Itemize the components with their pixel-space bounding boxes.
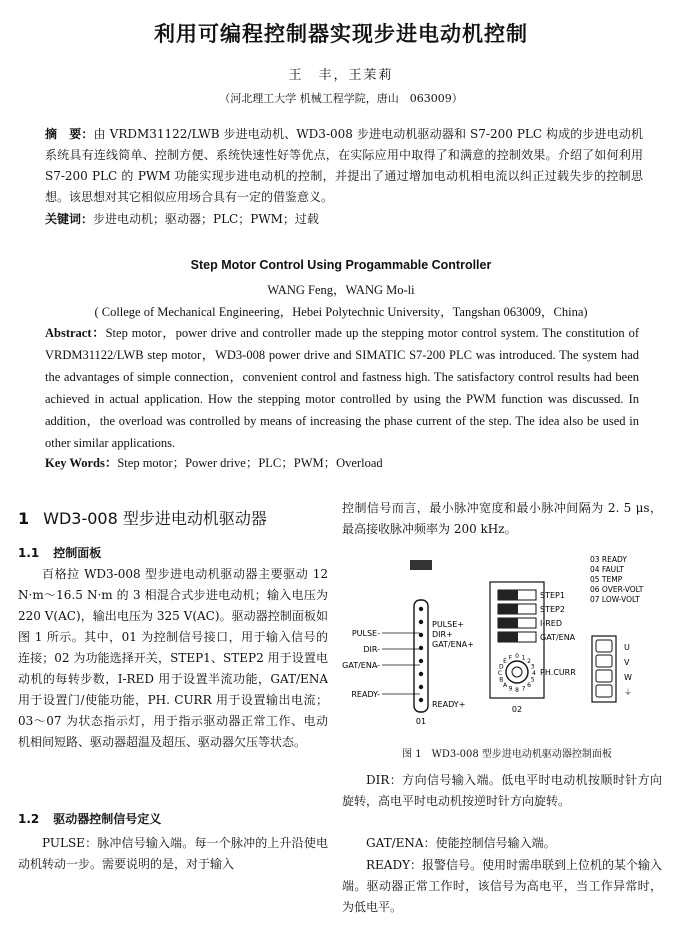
section-1-1-heading <box>18 544 101 561</box>
connector-number: 01 <box>415 717 427 726</box>
ready-text: READY：报警信号。使用时需串联到上位机的某个输入端。驱动器正常工作时，该信号为高电平，当工作异常时，为低电平。 <box>342 858 663 914</box>
dial-digit: A <box>502 682 508 689</box>
status-leds <box>590 555 644 604</box>
section-1-2-title: 驱动器控制信号定义 <box>53 812 162 826</box>
dial-digit: D <box>498 663 504 671</box>
dial-digit: 9 <box>508 685 513 693</box>
dial-digit: 4 <box>532 670 536 677</box>
dial-digit: 0 <box>515 653 519 660</box>
current-dial <box>506 661 528 683</box>
affiliation: （河北理工大学 机械工程学院，唐山 063009） <box>219 92 463 105</box>
terminal-w: W <box>624 673 632 682</box>
connector-pin <box>419 633 423 637</box>
section-1-1-title: 控制面板 <box>53 546 102 560</box>
keywords-en <box>45 453 639 471</box>
label-dir-minus: DIR- <box>363 645 380 654</box>
dial-digit: 6 <box>527 682 531 689</box>
connector-pin <box>419 646 423 650</box>
abstract-en <box>45 322 639 454</box>
dial-digit: 1 <box>521 654 526 662</box>
section-1-number: 1 <box>18 509 30 528</box>
authors: 王 丰，王茉莉 <box>288 68 394 83</box>
dial-digit: C <box>497 670 503 677</box>
terminal-u: U <box>624 643 630 652</box>
section-1-1-text: 百格拉 WD3-008 型步进电动机驱动器主要驱动 12 N·m～16.5 N·m 的 3 相混合式步进电动机；输入电压为 220 V(AC)，输出电压为 325 V(AC)。驱动器控制面板如图 1 所示。其中，01 为控制信号接口，用于输入信号的连接；02 为功能选择开关，STEP1、STEP2 用于设置电动机的每转步数，I-RED 用于设置半流功能，GAT/ENA 用于设置门/使能功能，PH. CURR 用于设置输出电流；03～07 为状态指示灯，用于指示驱动器正常工作、电动机相间短路、驱动器超温及超压、驱动器欠压等状态。 <box>18 567 328 749</box>
label-step2: STEP2 <box>540 605 565 614</box>
keywords-en-text: Step motor；Power drive；PLC；PWM；Overload <box>117 456 383 470</box>
figure-1-panel <box>342 544 672 744</box>
dial-digit: 5 <box>530 676 535 684</box>
label-ready-plus: READY+ <box>432 700 466 709</box>
connector-pin <box>419 659 423 663</box>
section-1-1-number: 1.1 <box>18 546 40 560</box>
switch-number: 02 <box>511 705 523 714</box>
abstract-en-text: Step motor，power drive and controller made up the stepping motor control system. The constitution of VRDM31122/LWB step motor，WD3-008 power drive and SIMATIC S7-200 PLC was introduced. The system had the advantages of simple connection，convenient control and fastness high. The satisfactory control results had been achieved in actual application. How the stepping motor controlled by using the PWM function was discussed. In addition，the overload was controlled by means of increasing the phase current of the step. The idea also be used in other similar applications. <box>45 326 639 450</box>
connector-pin <box>419 672 423 676</box>
dial-digit: 7 <box>521 685 526 693</box>
dial-digit: 2 <box>527 658 531 665</box>
label-gat-ena-plus: GAT/ENA+ <box>432 640 474 649</box>
abstract-cn-label: 摘 要： <box>45 127 94 141</box>
led-04: 04 FAULT <box>590 565 624 574</box>
function-switch-02 <box>490 582 576 714</box>
ground-icon: ⏚ <box>624 688 632 697</box>
section-1-2-number: 1.2 <box>18 812 40 826</box>
abstract-en-label: Abstract： <box>45 326 106 340</box>
connector-pin <box>419 698 423 702</box>
abstract-cn <box>45 124 643 208</box>
gat-text: GAT/ENA：使能控制信号输入端。 <box>366 836 556 850</box>
figure-1-caption: 图 1 WD3-008 型步进电动机驱动器控制面板 <box>402 749 612 760</box>
english-title: Step Motor Control Using Progammable Controller <box>190 258 492 272</box>
led-07: 07 LOW-VOLT <box>590 595 640 604</box>
dial-digit: E <box>503 658 507 665</box>
keywords-cn <box>45 210 643 227</box>
label-gat-ena-minus: GAT/ENA- <box>342 661 380 670</box>
section-1-heading <box>18 506 267 529</box>
connector-pin <box>419 620 423 624</box>
pulse-text: PULSE：脉冲信号输入端。每一个脉冲的上升沿使电动机转动一步。需要说明的是，对于输入 <box>18 836 328 871</box>
label-dir-plus: DIR+ <box>432 630 453 639</box>
label-pulse-plus: PULSE+ <box>432 620 464 629</box>
label-i-red: I-RED <box>540 619 563 628</box>
dial-digit: F <box>508 654 513 662</box>
paper-title: 利用可编程控制器实现步进电动机控制 <box>154 22 528 46</box>
dial-digit: B <box>499 676 504 684</box>
connector-pin <box>419 607 423 611</box>
dir-text: DIR：方向信号输入端。低电平时电动机按顺时针方向旋转，高电平时电动机按逆时针方向旋转。 <box>342 773 662 808</box>
section-1-title: WD3-008 型步进电动机驱动器 <box>43 509 267 528</box>
english-authors: WANG Feng，WANG Mo-li <box>267 283 415 297</box>
led-05: 05 TEMP <box>590 575 623 584</box>
dial-digit: 3 <box>530 663 535 671</box>
label-ready-minus: READY- <box>351 690 380 699</box>
right-top-text: 控制信号而言，最小脉冲宽度和最小脉冲间隔为 2. 5 μs，最高接收脉冲频率为 200 kHz。 <box>342 501 662 536</box>
motor-terminals <box>592 636 632 702</box>
label-pulse-minus: PULSE- <box>351 629 380 638</box>
connector-pin <box>419 685 423 689</box>
abstract-cn-text: 由 VRDM31122/LWB 步进电动机、WD3-008 步进电动机驱动器和 S7-200 PLC 构成的步进电动机系统具有连线简单、控制方便、系统快速性好等优点，在实际应用中取得了和满意的控制效果。介绍了如何利用 S7-200 PLC 的 PWM 功能实现步进电动机的控制，并提出了通过增加电动机相电流以纠正过载失步的控制思想。该思想对其它相似应用场合具有一定的借鉴意义。 <box>45 127 643 204</box>
dial-digit: 8 <box>515 687 519 694</box>
section-1-2-heading <box>18 810 161 827</box>
english-affiliation: ( College of Mechanical Engineering，Hebei Polytechnic University，Tangshan 063009，China) <box>94 305 588 319</box>
terminal-v: V <box>624 658 630 667</box>
label-gat-ena: GAT/ENA <box>540 633 576 642</box>
label-ph-curr: PH.CURR <box>540 668 576 677</box>
keywords-cn-label: 关键词： <box>45 212 94 226</box>
label-step1: STEP1 <box>540 591 565 600</box>
keywords-cn-text: 步进电动机；驱动器；PLC；PWM；过载 <box>93 212 319 226</box>
led-06: 06 OVER-VOLT <box>590 585 644 594</box>
keywords-en-label: Key Words： <box>45 456 118 470</box>
led-03: 03 READY <box>590 555 627 564</box>
connector-01 <box>342 560 474 726</box>
